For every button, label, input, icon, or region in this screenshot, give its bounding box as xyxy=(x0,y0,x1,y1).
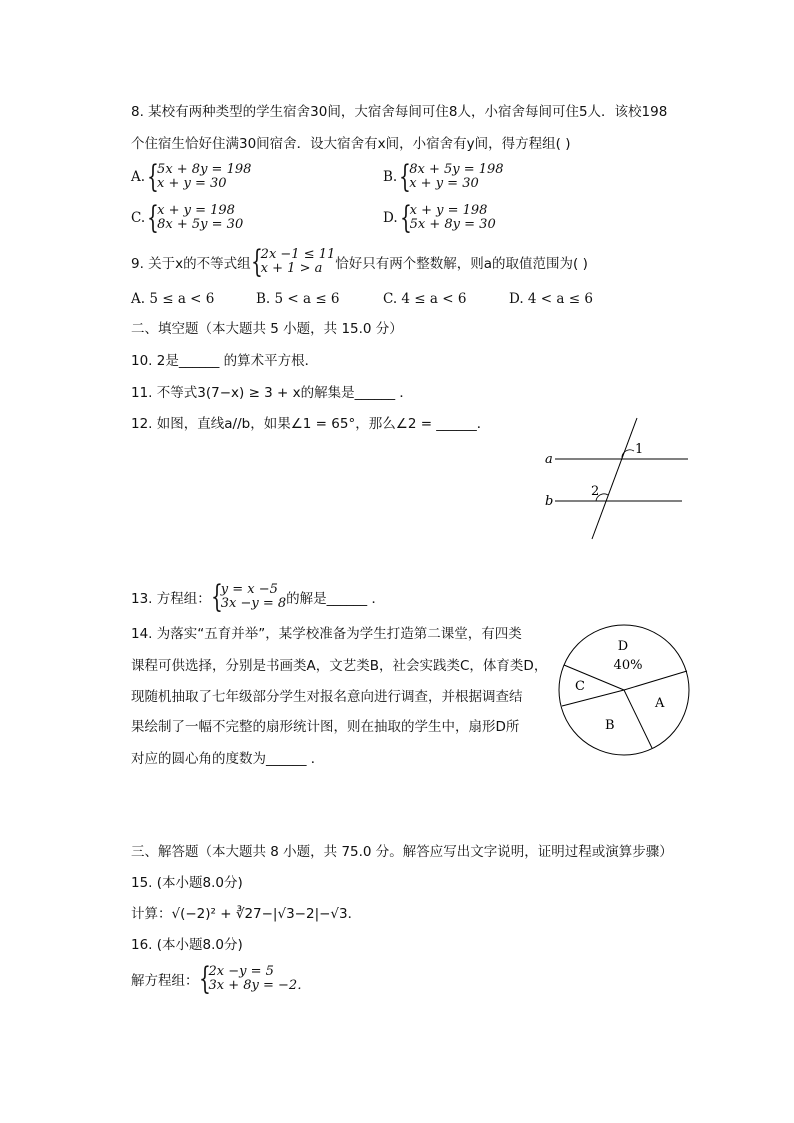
slice-b-label: B xyxy=(605,718,615,733)
q14-line: 对应的圆心角的度数为______ ． xyxy=(131,751,325,767)
brace-icon: { xyxy=(147,159,159,195)
equation: 8x + 5y = 30 xyxy=(157,217,244,232)
equation: 3x −y = 8 xyxy=(220,596,287,611)
equation: x + y = 198 xyxy=(409,203,488,218)
label-a: a xyxy=(545,452,553,467)
q13-prefix: 13. 方程组： xyxy=(131,591,211,607)
q15-title: 15. (本小题8.0分) xyxy=(131,875,243,891)
q8-line2: 个住宿生恰好住满30间宿舍．设大宿舍有x间，小宿舍有y间，得方程组( ) xyxy=(131,136,571,152)
equation: 8x + 5y = 198 xyxy=(409,162,504,177)
equation: x + 1 > a xyxy=(260,261,323,276)
q8-line1: 8. 某校有两种类型的学生宿舍30间，大宿舍每间可住8人，小宿舍每间可住5人．该校198 xyxy=(131,104,668,120)
parallel-lines-figure xyxy=(535,415,695,547)
q8-option-c xyxy=(131,200,244,236)
q14-line: 课程可供选择，分别是书画类A，文艺类B，社会实践类C，体育类D， xyxy=(131,658,548,674)
angle-1-label: 1 xyxy=(635,442,644,457)
transversal-line xyxy=(592,418,637,539)
option-label: A. xyxy=(131,169,146,185)
brace-icon: { xyxy=(250,244,263,280)
angle-2-label: 2 xyxy=(591,484,600,499)
pie-divider xyxy=(624,671,687,690)
pie-chart xyxy=(555,622,695,762)
equation: x + y = 198 xyxy=(157,203,235,218)
q10: 10. 2是______ 的算术平方根． xyxy=(131,353,319,369)
slice-c-label: C xyxy=(575,679,585,694)
q8-option-a xyxy=(131,159,252,195)
equation: 2x −y = 5 xyxy=(208,964,274,979)
q16-prefix: 解方程组： xyxy=(131,973,199,989)
q16-stem xyxy=(131,961,311,997)
equation: x + y = 30 xyxy=(157,176,227,191)
q9-option-c: C. 4 ≤ a < 6 xyxy=(383,291,467,307)
q9-suffix: 恰好只有两个整数解，则a的取值范围为( ) xyxy=(335,256,588,272)
slice-d-label: D xyxy=(617,639,629,654)
slice-a-label: A xyxy=(655,696,665,711)
q9-option-d: D. 4 < a ≤ 6 xyxy=(509,291,593,307)
option-label: B. xyxy=(383,169,398,185)
q9-option-b: B. 5 < a ≤ 6 xyxy=(256,291,340,307)
q8-option-b xyxy=(383,159,504,195)
equation: 5x + 8y = 30 xyxy=(409,217,496,232)
equation: 2x −1 ≤ 11 xyxy=(260,247,336,262)
q9-option-a: A. 5 ≤ a < 6 xyxy=(131,291,215,307)
q9-prefix: 9. 关于x的不等式组 xyxy=(131,256,251,272)
brace-icon: { xyxy=(147,200,159,236)
pie-divider xyxy=(562,690,624,706)
q14-line: 14. 为落实“五育并举”，某学校准备为学生打造第二课堂，有四类 xyxy=(131,626,522,642)
brace-icon: { xyxy=(399,159,412,195)
q9-stem xyxy=(131,244,588,280)
q15-body: 计算：√(−2)² + ∛27−|√3−2|−√3． xyxy=(131,906,362,922)
q8-option-d xyxy=(383,200,496,236)
q16-title: 16. (本小题8.0分) xyxy=(131,937,243,953)
q12: 12. 如图，直线a//b，如果∠1 = 65°，那么∠2 = ______． xyxy=(131,416,491,432)
q13-suffix: 的解是______ ． xyxy=(286,591,385,607)
pie-divider xyxy=(624,690,652,748)
equation: y = x −5 xyxy=(220,582,278,597)
option-label: C. xyxy=(131,210,146,226)
q14-line: 现随机抽取了七年级部分学生对报名意向进行调查，并根据调查结 xyxy=(131,689,523,705)
label-b: b xyxy=(545,494,554,509)
equation: x + y = 30 xyxy=(409,176,479,191)
brace-icon: { xyxy=(399,200,412,236)
q13-stem xyxy=(131,579,385,615)
brace-icon: { xyxy=(210,579,223,615)
section-2-heading: 二、填空题（本大题共 5 小题，共 15.0 分） xyxy=(131,321,403,337)
equation: 5x + 8y = 198 xyxy=(157,162,252,177)
section-3-heading: 三、解答题（本大题共 8 小题，共 75.0 分。解答应写出文字说明，证明过程或演算步骤） xyxy=(131,844,673,860)
brace-icon: { xyxy=(198,961,211,997)
q11: 11. 不等式3(7−x) ≥ 3 + x的解集是______ ． xyxy=(131,385,413,401)
q14-line: 果绘制了一幅不完整的扇形统计图，则在抽取的学生中，扇形D所 xyxy=(131,719,520,735)
slice-d-percent: 40% xyxy=(613,658,643,673)
equation: 3x + 8y = −2． xyxy=(208,978,311,993)
option-label: D. xyxy=(383,210,398,226)
